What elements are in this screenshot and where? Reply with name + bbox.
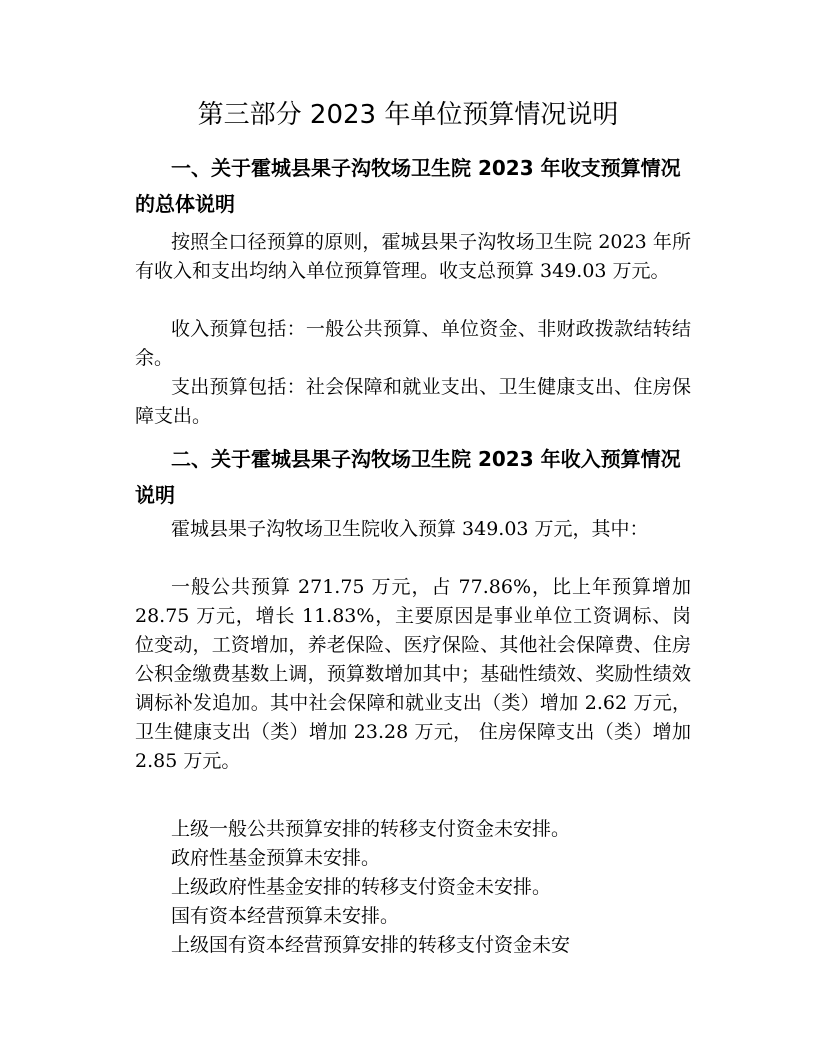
section-2-line-4: 国有资本经营预算未安排。 [171,905,400,927]
section-2-line-3: 上级政府性基金安排的转移支付资金未安排。 [171,876,552,898]
page-title: 第三部分 2023 年单位预算情况说明 [197,100,619,130]
section-2-paragraph-2: 一般公共预算 271.75 万元，占 77.86%，比上年预算增加 28.75 万元，增长 11.83%，主要原因是事业单位工资调标、岗位变动，工资增加，养老保险、医疗保险、其他社会保障费、住房公积金缴费基数上调，预算数增加其中；基础性绩效、奖励性绩效调标补发追加。其中社会保障和就业支出（类）增加 2.62 万元，卫生健康支出（类）增加 23.28 万元， 住房保障支出（类）增加 2.85 万元。 [135,576,691,772]
section-1-heading: 一、关于霍城县果子沟牧场卫生院 2023 年收支预算情况的总体说明 [135,156,681,216]
section-2-heading: 二、关于霍城县果子沟牧场卫生院 2023 年收入预算情况说明 [135,447,681,507]
section-2-line-5: 上级国有资本经营预算安排的转移支付资金未安 [171,934,571,956]
section-1-paragraph-1: 按照全口径预算的原则，霍城县果子沟牧场卫生院 2023 年所有收入和支出均纳入单位预算管理。收支总预算 349.03 万元。 [135,231,691,282]
section-1-paragraph-3: 支出预算包括：社会保障和就业支出、卫生健康支出、住房保障支出。 [135,376,691,427]
section-2-line-2: 政府性基金预算未安排。 [171,847,381,869]
section-2-line-1: 上级一般公共预算安排的转移支付资金未安排。 [171,818,571,840]
section-1-paragraph-2: 收入预算包括：一般公共预算、单位资金、非财政拨款结转结余。 [135,318,691,369]
section-2-paragraph-1: 霍城县果子沟牧场卫生院收入预算 349.03 万元，其中： [171,518,649,540]
